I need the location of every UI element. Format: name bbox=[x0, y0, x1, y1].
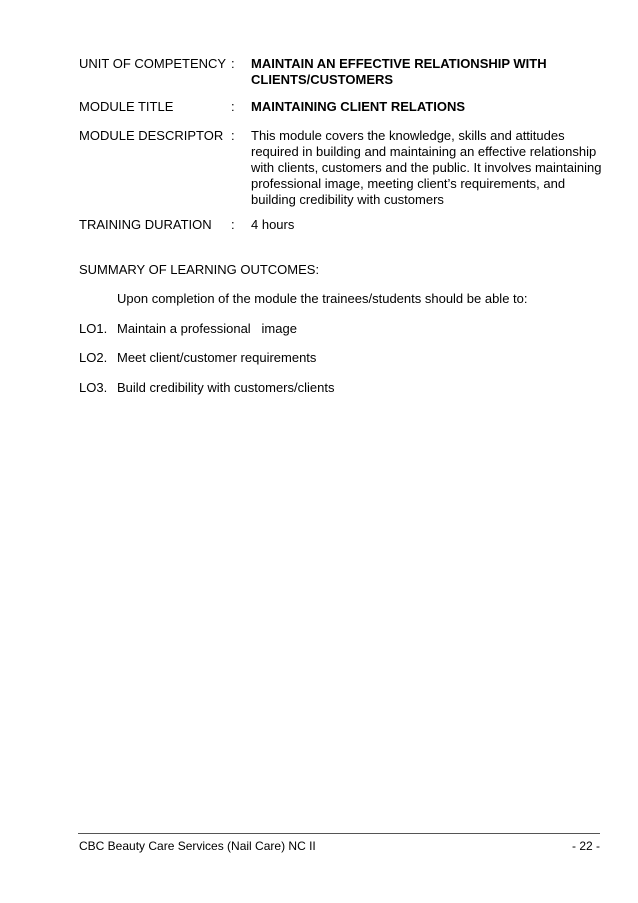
footer-title: CBC Beauty Care Services (Nail Care) NC II bbox=[79, 839, 316, 853]
field-label: UNIT OF COMPETENCY bbox=[79, 56, 227, 71]
field-label: MODULE DESCRIPTOR bbox=[79, 128, 224, 143]
field-label: MODULE TITLE bbox=[79, 99, 174, 114]
field-colon: : bbox=[231, 99, 235, 114]
field-value: This module covers the knowledge, skills and attitudes required in building and maintaining an effective relationship with clients, customers and the public. It involves maintaining professional image, meeting client’s requirements, and building credibility with customers bbox=[251, 128, 602, 207]
field-value: MAINTAINING CLIENT RELATIONS bbox=[251, 99, 466, 114]
intro-text: Upon completion of the module the trainees/students should be able to: bbox=[117, 291, 528, 306]
outcome-text: Meet client/customer requirements bbox=[117, 350, 317, 365]
field-colon: : bbox=[231, 56, 235, 71]
field-label: TRAINING DURATION bbox=[79, 217, 212, 232]
footer-divider bbox=[78, 833, 600, 834]
field-value: 4 hours bbox=[251, 217, 295, 232]
outcome-number: LO3. bbox=[79, 380, 108, 395]
summary-heading: SUMMARY OF LEARNING OUTCOMES: bbox=[79, 262, 320, 277]
field-colon: : bbox=[231, 128, 235, 143]
outcome-number: LO1. bbox=[79, 321, 108, 336]
outcome-number: LO2. bbox=[79, 350, 108, 365]
outcome-text: Build credibility with customers/clients bbox=[117, 380, 335, 395]
field-colon: : bbox=[231, 217, 235, 232]
outcome-text: Maintain a professional image bbox=[117, 321, 297, 336]
field-value: MAINTAIN AN EFFECTIVE RELATIONSHIP WITH CLIENTS/CUSTOMERS bbox=[251, 56, 547, 87]
page-number: - 22 - bbox=[571, 839, 600, 853]
